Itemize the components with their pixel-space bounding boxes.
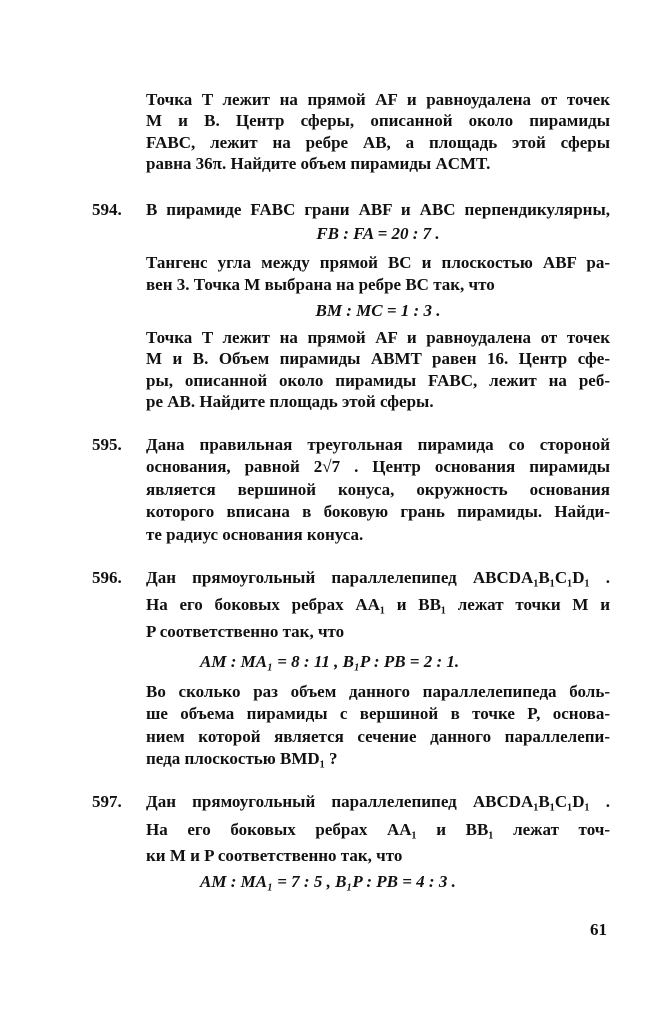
text-line: нием которой является сечение данного параллелепи-	[146, 727, 610, 746]
formula: AM : MA₁ = 8 : 11 , B₁P : PB = 2 : 1.	[200, 652, 460, 671]
formula: FB : FA = 20 : 7 .	[316, 224, 440, 243]
text-line: M и B. Центр сферы, описанной около пирамиды	[146, 111, 610, 130]
text-line: M и B. Объем пирамиды ABMT равен 16. Центр сфе-	[146, 349, 610, 368]
page-number: 61	[590, 920, 607, 939]
text-line: В пирамиде FABC грани ABF и ABC перпендикулярны,	[146, 200, 610, 219]
formula: AM : MA₁ = 7 : 5 , B₁P : PB = 4 : 3 .	[200, 872, 456, 891]
problem-number: 596.	[92, 568, 122, 587]
text-line: ки M и P соответственно так, что	[146, 846, 403, 865]
text-line: является вершиной конуса, окружность основания	[146, 480, 610, 499]
problem-number: 597.	[92, 792, 122, 811]
text-line: равна 36π. Найдите объем пирамиды ACMT.	[146, 154, 491, 173]
text-line: ше объема пирамиды с вершиной в точке P, основа-	[146, 704, 610, 723]
text-line: Дан прямоугольный параллелепипед ABCDA₁B₁C₁D₁ .	[146, 792, 610, 811]
formula: BM : MC = 1 : 3 .	[315, 301, 441, 320]
text-line: педа плоскостью BMD₁ ?	[146, 749, 338, 768]
text-line: ры, описанной около пирамиды FABC, лежит на реб-	[146, 371, 610, 390]
text-line: те радиус основания конуса.	[146, 525, 364, 544]
text-line: которого вписана в боковую грань пирамиды. Найди-	[146, 502, 610, 521]
text-line: Во сколько раз объем данного параллелепипеда боль-	[146, 682, 610, 701]
problem-number: 595.	[92, 435, 122, 454]
text-line: P соответственно так, что	[146, 622, 345, 641]
text-line: Дана правильная треугольная пирамида со стороной	[146, 435, 610, 454]
problem-number: 594.	[92, 200, 122, 219]
text-line: Дан прямоугольный параллелепипед ABCDA₁B₁C₁D₁ .	[146, 568, 610, 587]
text-line: Тангенс угла между прямой BC и плоскостью ABF ра-	[146, 253, 610, 272]
text-line: Точка T лежит на прямой AF и равноудалена от точек	[146, 90, 610, 109]
text-line: Точка T лежит на прямой AF и равноудалена от точек	[146, 328, 610, 347]
text-line: основания, равной 2√7 . Центр основания пирамиды	[146, 457, 610, 476]
text-line: FABC, лежит на ребре AB, а площадь этой сферы	[146, 133, 610, 152]
text-line: На его боковых ребрах AA₁ и BB₁ лежат точ-	[146, 820, 610, 839]
text-line: ре AB. Найдите площадь этой сферы.	[146, 392, 434, 411]
text-line: вен 3. Точка M выбрана на ребре BC так, что	[146, 275, 495, 294]
text-line: На его боковых ребрах AA₁ и BB₁ лежат точки M и	[146, 595, 610, 614]
